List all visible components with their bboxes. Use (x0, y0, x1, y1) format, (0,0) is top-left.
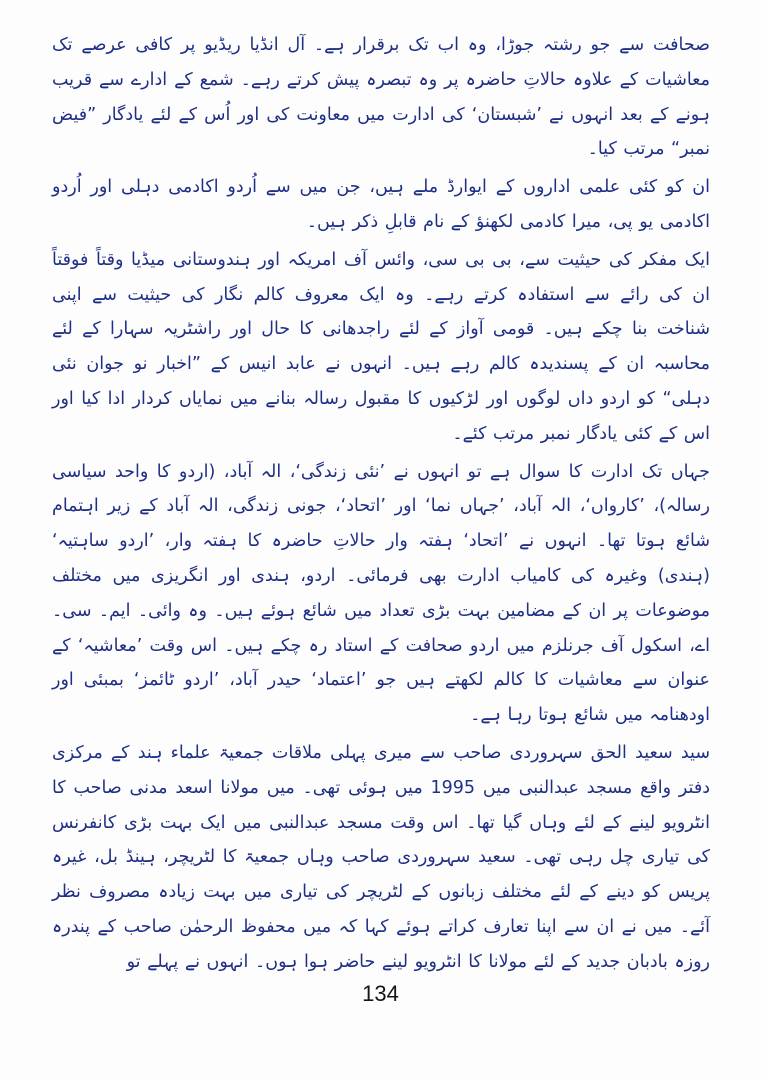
paragraph-awards: ان کو کئی علمی اداروں کے ایوارڈ ملے ہیں، جن میں سے اُردو اکادمی دہلی اور اُردو اکادمی یو پی، میرا کادمی لکھنؤ کے نام قابلِ ذکر ہیں۔ (52, 177, 710, 232)
paragraph-editorial-work: جہاں تک ادارت کا سوال ہے تو انہوں نے ’نئی زندگی‘، الہ آباد، (اردو کا واحد سیاسی رسالہ)، ’کارواں‘، الہ آباد، ’جہاں نما‘ اور ’اتحاد‘، جونی زندگی، الہ آباد کے زیر اہتمام شائع ہوتا تھا۔ انہوں نے ’اتحاد‘ ہفتہ وار حالاتِ حاضرہ کا ہفتہ وار، ’اردو ساہتیہ‘ (ہندی) وغیرہ کی کامیاب ادارت بھی فرمائی۔ اردو، ہندی اور انگریزی میں مختلف موضوعات پر ان کے مضامین بہت بڑی تعداد میں شائع ہوئے ہیں۔ وہ وائی۔ ایم۔ سی۔ اے، اسکول آف جرنلزم میں اردو صحافت کے استاد رہ چکے ہیں۔ اس وقت ’معاشیہ‘ کے عنوان سے معاشیات کا کالم لکھتے ہیں جو ’اعتماد‘ حیدر آباد، ’اردو ٹائمز‘ بمبئی اور اودھنامہ میں شائع ہوتا رہا ہے۔ (52, 461, 710, 726)
page-number: 134 (362, 981, 399, 1006)
urdu-text-block (52, 28, 710, 980)
paragraph-columnist-role: ایک مفکر کی حیثیت سے، بی بی سی، وائس آف امریکہ اور ہندوستانی میڈیا وقتاً فوقتاً ان کی رائے سے استفادہ کرتے رہے۔ وہ ایک معروف کالم نگار کی حیثیت سے اپنی شناخت بنا چکے ہیں۔ قومی آواز کے لئے راجدھانی کا حال اور راشٹریہ سہارا کے لئے محاسبہ ان کے پسندیدہ کالم رہے ہیں۔ انہوں نے عابد انیس کے ”اخبار نو جوان نئی دہلی“ کو اردو داں لوگوں اور لڑکیوں کا مقبول رسالہ بنانے میں نمایاں کردار ادا کیا اور اس کے کئی یادگار نمبر مرتب کئے۔ (52, 249, 710, 444)
paragraph-first-meeting: سید سعید الحق سہروردی صاحب سے میری پہلی ملاقات جمعیۃ علماء ہند کے مرکزی دفتر واقع مسجد عبدالنبی میں 1995 میں ہوئی تھی۔ میں مولانا اسعد مدنی صاحب کا انٹرویو لینے کے لئے وہاں گیا تھا۔ اس وقت مسجد عبدالنبی میں ایک بہت بڑی کانفرنس کی تیاری چل رہی تھی۔ سعید سہروردی صاحب وہاں جمعیۃ کا لٹریچر، ہینڈ بل، غیرہ پریس کو دینے کے لئے مختلف زبانوں کے لٹریچر کی تیاری میں بہت زیادہ مصروف نظر آئے۔ میں نے ان سے اپنا تعارف کراتے ہوئے کہا کہ میں محفوظ الرحمٰن صاحب کے پندرہ روزہ بادبان جدید کے لئے مولانا کا انٹرویو لینے حاضر ہوا ہوں۔ انہوں نے پہلے تو (52, 742, 710, 972)
paragraph-journalism-career: صحافت سے جو رشتہ جوڑا، وہ اب تک برقرار ہے۔ آل انڈیا ریڈیو پر کافی عرصے تک معاشیات کے علاوہ حالاتِ حاضرہ پر وہ تبصرہ پیش کرتے رہے۔ شمع کے ادارے سے قریب ہونے کے بعد انہوں نے ’شبستان‘ کی ادارت میں معاونت کی اور اُس کے لئے یادگار ”فیض نمبر“ مرتب کیا۔ (52, 35, 710, 160)
